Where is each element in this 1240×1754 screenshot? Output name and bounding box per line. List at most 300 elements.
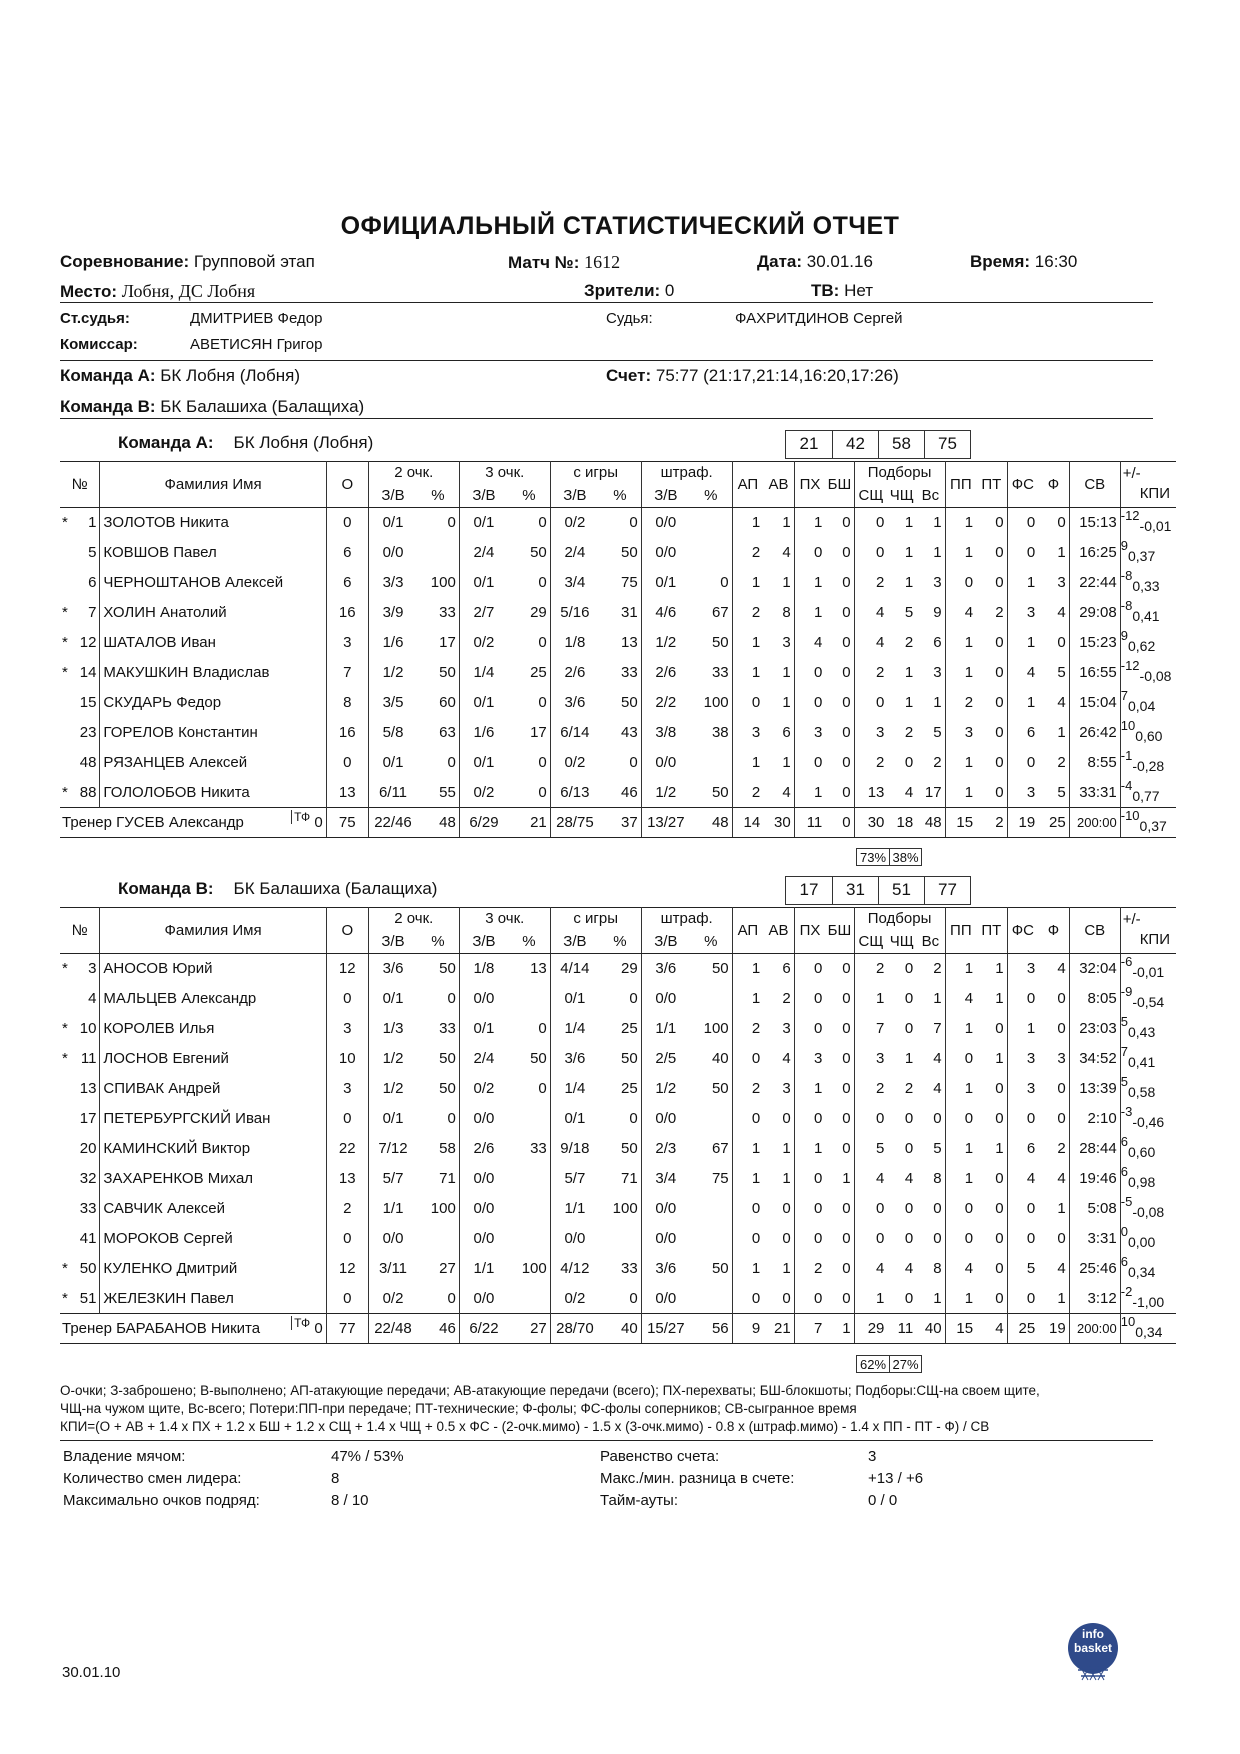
player-number: 6 <box>88 574 97 591</box>
three-pct: 21 <box>508 808 550 838</box>
off-rebounds: 1 <box>904 544 914 561</box>
quarter-score: 51 <box>878 877 924 904</box>
player-name: ПЕТЕРБУРГСКИЙ Иван <box>100 1104 326 1134</box>
fouls: 0 <box>1038 1224 1069 1254</box>
score-row <box>606 366 899 386</box>
player-name: ЧЕРНОШТАНОВ Алексей <box>100 568 326 598</box>
efficiency: 0,37 <box>1127 548 1156 564</box>
player-name: ХОЛИН Анатолий <box>100 598 326 628</box>
total-rebounds: 17 <box>916 778 945 808</box>
fg-made-att: 0/2 <box>564 1289 586 1307</box>
player-number: 32 <box>79 1170 97 1187</box>
col-header-blk: БШ <box>825 908 854 954</box>
minutes: 8:05 <box>1069 984 1120 1014</box>
assists-all: 3 <box>763 1014 794 1044</box>
player-name: РЯЗАНЦЕВ Алексей <box>100 748 326 778</box>
team-b-quarter-scores <box>785 876 971 905</box>
steals: 0 <box>813 1289 823 1307</box>
col-header-pm: +/- <box>1122 910 1141 928</box>
turnovers-pass: 1 <box>964 1080 974 1097</box>
three-made-att: 0/2 <box>473 783 495 801</box>
blocks: 0 <box>825 718 854 748</box>
fouls-drawn: 1 <box>1026 574 1036 591</box>
fg-made-att: 2/4 <box>564 544 586 561</box>
two-pct: 0 <box>417 1104 459 1134</box>
plus-minus: 0 <box>1120 1224 1128 1239</box>
fouls-drawn: 0 <box>1026 990 1036 1007</box>
efficiency: 0,00 <box>1127 1234 1156 1250</box>
player-number: 88 <box>79 783 97 801</box>
col-header-dreb: СЩ <box>854 484 887 508</box>
player-points: 7 <box>326 658 368 688</box>
player-name: КОРОЛЕВ Илья <box>100 1014 326 1044</box>
off-rebounds: 0 <box>904 960 914 978</box>
minutes: 34:52 <box>1069 1044 1120 1074</box>
player-row <box>60 954 1176 984</box>
col-header-made-att: З/В <box>550 930 599 954</box>
fouls: 0 <box>1038 1074 1069 1104</box>
player-name: ШАТАЛОВ Иван <box>100 628 326 658</box>
three-made-att: 0/0 <box>473 1289 495 1307</box>
total-rebounds: 1 <box>916 984 945 1014</box>
fg-made-att: 3/6 <box>564 1050 586 1067</box>
three-pct <box>508 1194 550 1224</box>
col-header-pct: % <box>417 930 459 954</box>
steals: 0 <box>813 754 823 771</box>
plus-minus-efficiency <box>1120 1134 1176 1164</box>
player-number-cell <box>60 1224 100 1254</box>
ft-made-att: 2/6 <box>655 664 677 681</box>
spectators-value: 0 <box>664 281 675 300</box>
player-row <box>60 1284 1176 1314</box>
quarter-score: 21 <box>799 434 819 453</box>
col-header-oreb: ЧЩ <box>887 930 916 954</box>
fg-pct: 0 <box>599 508 641 538</box>
turnovers-pass: 0 <box>964 1050 974 1067</box>
ft-pct: 56 <box>690 1314 732 1344</box>
player-number: 5 <box>88 544 97 561</box>
col-header-eff: КПИ <box>1139 930 1170 948</box>
minutes: 2:10 <box>1069 1104 1120 1134</box>
three-pct: 27 <box>508 1314 550 1344</box>
ft-made-att: 3/8 <box>655 724 677 741</box>
ft-made-att: 1/2 <box>655 1080 677 1097</box>
col-header-to-tech: ПТ <box>976 908 1007 954</box>
col-header-name: Фамилия Имя <box>100 462 326 508</box>
player-number-cell <box>60 598 100 628</box>
plus-minus-efficiency <box>1120 628 1176 658</box>
plus-minus: -6 <box>1120 954 1133 970</box>
turnovers-tech: 0 <box>976 1014 1007 1044</box>
three-pct: 100 <box>508 1254 550 1284</box>
plus-minus: 10 <box>1120 1314 1136 1329</box>
col-header-pct: % <box>690 930 732 954</box>
player-number: 10 <box>79 1020 97 1037</box>
col-header-pf: Ф <box>1038 462 1069 508</box>
two-pct <box>417 538 459 568</box>
tech-fouls: 0 <box>314 1320 323 1337</box>
blocks: 0 <box>825 1194 854 1224</box>
fg-pct: 0 <box>599 984 641 1014</box>
col-header-pm-eff <box>1120 908 1176 954</box>
minutes: 15:04 <box>1069 688 1120 718</box>
ft-pct <box>690 508 732 538</box>
fouls-drawn: 1 <box>1026 634 1036 651</box>
fouls-drawn: 5 <box>1026 1260 1036 1277</box>
plus-minus-efficiency <box>1120 1224 1176 1254</box>
ft-pct <box>690 1104 732 1134</box>
def-rebounds: 3 <box>876 1050 885 1067</box>
time-value: 16:30 <box>1034 252 1078 271</box>
three-pct: 0 <box>508 1074 550 1104</box>
player-number-cell <box>60 718 100 748</box>
timeouts-label: Тайм-ауты: <box>600 1492 679 1509</box>
minutes: 16:55 <box>1069 658 1120 688</box>
turnovers-pass: 1 <box>964 634 974 651</box>
two-pct: 50 <box>417 954 459 984</box>
player-row <box>60 688 1176 718</box>
team-b-section-title <box>118 879 437 899</box>
assists-all: 1 <box>763 1254 794 1284</box>
chief-ref-value: ДМИТРИЕВ Федор <box>190 310 323 327</box>
fouls: 4 <box>1038 688 1069 718</box>
two-made-att: 1/2 <box>382 1050 404 1067</box>
plus-minus-efficiency <box>1120 954 1176 984</box>
col-header-ft: штраф. <box>641 908 732 930</box>
max-diff-value: +13 / +6 <box>868 1470 924 1487</box>
assists: 1 <box>751 1140 761 1157</box>
col-header-made-att: З/В <box>459 930 508 954</box>
total-rebounds: 6 <box>916 628 945 658</box>
ft-pct: 33 <box>690 658 732 688</box>
tech-fouls-label: ТФ <box>291 810 310 824</box>
quarter-score: 17 <box>799 880 819 899</box>
two-made-att: 0/1 <box>382 754 404 771</box>
player-number: 13 <box>79 1080 97 1097</box>
starter-mark: * <box>62 1050 68 1067</box>
date-row <box>757 252 873 272</box>
efficiency: 0,58 <box>1127 1084 1156 1100</box>
col-header-two: 2 очк. <box>368 462 459 484</box>
quarter-score: 75 <box>924 431 970 458</box>
team-a-section-label: Команда А: <box>118 433 214 452</box>
turnovers-tech: 0 <box>976 1074 1007 1104</box>
steals: 0 <box>813 694 823 711</box>
turnovers-pass: 1 <box>964 1289 974 1307</box>
blocks: 0 <box>825 1224 854 1254</box>
two-pct: 17 <box>417 628 459 658</box>
tv-row <box>811 281 873 301</box>
fouls-drawn: 0 <box>1026 1289 1036 1307</box>
minutes: 28:44 <box>1069 1134 1120 1164</box>
player-row <box>60 984 1176 1014</box>
fouls-drawn: 4 <box>1026 664 1036 681</box>
two-made-att: 0/1 <box>382 514 404 532</box>
col-header-treb: Вс <box>916 484 945 508</box>
player-points: 6 <box>326 538 368 568</box>
three-pct: 0 <box>508 1014 550 1044</box>
ft-pct: 0 <box>690 568 732 598</box>
fouls: 19 <box>1038 1314 1069 1344</box>
team-b-value: БК Балашиха (Балащиха) <box>160 397 365 416</box>
def-rebounds: 1 <box>876 1289 885 1307</box>
two-made-att: 7/12 <box>378 1140 408 1157</box>
player-points: 12 <box>326 1254 368 1284</box>
col-header-three: 3 очк. <box>459 908 550 930</box>
total-rebounds: 3 <box>916 658 945 688</box>
turnovers-tech: 0 <box>976 1224 1007 1254</box>
turnovers-pass: 1 <box>964 960 974 978</box>
legend <box>60 1382 1040 1436</box>
max-run-label: Максимально очков подряд: <box>63 1492 260 1509</box>
two-made-att: 6/11 <box>378 783 408 801</box>
three-pct: 0 <box>508 508 550 538</box>
fg-pct: 25 <box>599 1014 641 1044</box>
blocks: 0 <box>825 1104 854 1134</box>
spectators-row <box>584 281 674 301</box>
efficiency: 0,62 <box>1127 638 1156 654</box>
assists: 0 <box>751 1110 761 1127</box>
fg-pct: 33 <box>599 658 641 688</box>
blocks: 0 <box>825 1074 854 1104</box>
assists-all: 4 <box>763 538 794 568</box>
off-rebounds: 1 <box>904 1050 914 1067</box>
svg-text:info: info <box>1082 1627 1104 1641</box>
def-rebounds: 4 <box>876 1170 885 1187</box>
three-made-att: 2/4 <box>473 544 495 561</box>
oreb-pct: 38% <box>889 849 921 865</box>
team-b-section-label: Команда В: <box>118 879 214 898</box>
player-points: 0 <box>326 748 368 778</box>
minutes: 22:44 <box>1069 568 1120 598</box>
three-made-att: 0/0 <box>473 1230 495 1247</box>
three-pct <box>508 1104 550 1134</box>
steals: 3 <box>813 1050 823 1067</box>
minutes: 3:12 <box>1069 1284 1120 1314</box>
player-number-cell <box>60 688 100 718</box>
ft-pct: 100 <box>690 1014 732 1044</box>
three-pct: 17 <box>508 718 550 748</box>
two-pct: 0 <box>417 1284 459 1314</box>
three-pct: 25 <box>508 658 550 688</box>
max-run-value: 8 / 10 <box>331 1492 369 1509</box>
place-label: Место: <box>60 282 117 301</box>
fg-made-att: 6/13 <box>560 783 590 801</box>
plus-minus: 10 <box>1120 718 1136 733</box>
assists: 1 <box>751 634 761 651</box>
col-header-made-att: З/В <box>368 930 417 954</box>
two-made-att: 5/8 <box>382 724 404 741</box>
turnovers-tech: 1 <box>976 954 1007 984</box>
starter-mark: * <box>62 1020 68 1037</box>
divider <box>60 360 1153 361</box>
steals: 1 <box>813 514 823 532</box>
tv-label: ТВ: <box>811 281 840 300</box>
ft-made-att: 3/4 <box>655 1170 677 1187</box>
dreb-pct: 73% <box>859 850 887 865</box>
player-number-cell <box>60 1134 100 1164</box>
steals: 0 <box>813 990 823 1007</box>
col-header-pct: % <box>599 484 641 508</box>
fouls-drawn: 0 <box>1026 1110 1036 1127</box>
col-header-pct: % <box>690 484 732 508</box>
team-b-row <box>60 397 364 417</box>
player-points: 8 <box>326 688 368 718</box>
fouls-drawn: 19 <box>1007 808 1038 838</box>
turnovers-tech: 2 <box>976 598 1007 628</box>
turnovers-tech: 0 <box>976 1164 1007 1194</box>
blocks: 1 <box>825 1164 854 1194</box>
def-rebounds: 2 <box>876 574 885 591</box>
ft-made-att: 3/6 <box>655 1260 677 1277</box>
player-row <box>60 718 1176 748</box>
ft-pct: 50 <box>690 1074 732 1104</box>
assists: 0 <box>751 1050 761 1067</box>
col-header-made-att: З/В <box>641 930 690 954</box>
off-rebounds: 0 <box>904 1110 914 1127</box>
fg-made-att: 3/6 <box>564 694 586 711</box>
off-rebounds: 2 <box>904 634 914 651</box>
ft-made-att: 0/0 <box>655 990 677 1007</box>
minutes: 19:46 <box>1069 1164 1120 1194</box>
col-header-fg: с игры <box>550 462 641 484</box>
player-number-cell <box>60 1254 100 1284</box>
two-made-att: 3/9 <box>382 604 404 621</box>
efficiency: -1,00 <box>1132 1293 1165 1310</box>
fouls: 3 <box>1038 1044 1069 1074</box>
ft-pct <box>690 1284 732 1314</box>
two-made-att: 0/0 <box>382 544 404 561</box>
off-rebounds: 0 <box>904 1200 914 1217</box>
fouls: 0 <box>1038 1104 1069 1134</box>
ref-label: Судья: <box>606 310 653 327</box>
plus-minus: -2 <box>1120 1283 1133 1299</box>
blocks: 0 <box>825 1284 854 1314</box>
assists: 1 <box>751 1170 761 1187</box>
two-pct: 50 <box>417 1044 459 1074</box>
turnovers-tech: 0 <box>976 688 1007 718</box>
total-rebounds: 2 <box>916 748 945 778</box>
player-row <box>60 1164 1176 1194</box>
team-total-row <box>60 1314 1176 1344</box>
plus-minus-efficiency <box>1120 1254 1176 1284</box>
player-row <box>60 778 1176 808</box>
player-row <box>60 1194 1176 1224</box>
three-pct: 0 <box>508 688 550 718</box>
team-a-section-title <box>118 433 373 453</box>
player-number: 50 <box>79 1260 97 1277</box>
steals: 0 <box>813 960 823 978</box>
total-rebounds: 0 <box>916 1224 945 1254</box>
turnovers-tech: 1 <box>976 984 1007 1014</box>
lead-changes-label: Количество смен лидера: <box>63 1470 242 1487</box>
col-header-blk: БШ <box>825 462 854 508</box>
three-made-att: 6/22 <box>459 1314 508 1344</box>
fg-made-att: 1/4 <box>564 1080 586 1097</box>
turnovers-tech: 0 <box>976 778 1007 808</box>
plus-minus-efficiency <box>1120 1014 1176 1044</box>
player-number: 41 <box>79 1230 97 1247</box>
plus-minus: -10 <box>1120 808 1140 823</box>
assists-all: 1 <box>763 1164 794 1194</box>
ft-pct <box>690 1224 732 1254</box>
plus-minus-efficiency <box>1120 1074 1176 1104</box>
plus-minus: -4 <box>1120 777 1133 793</box>
player-number: 20 <box>79 1140 97 1157</box>
three-pct <box>508 1164 550 1194</box>
plus-minus: 9 <box>1120 538 1128 553</box>
ft-made-att: 0/0 <box>655 1289 677 1307</box>
turnovers-pass: 2 <box>964 694 974 711</box>
fouls: 25 <box>1038 808 1069 838</box>
def-rebounds: 5 <box>876 1140 885 1157</box>
minutes: 15:23 <box>1069 628 1120 658</box>
assists: 0 <box>751 694 761 711</box>
ft-made-att: 2/5 <box>655 1050 677 1067</box>
ft-pct <box>690 538 732 568</box>
plus-minus-efficiency <box>1120 1164 1176 1194</box>
assists-all: 8 <box>763 598 794 628</box>
assists: 9 <box>732 1314 763 1344</box>
team-b-label: Команда В: <box>60 397 156 416</box>
team-a-label: Команда А: <box>60 366 156 385</box>
player-row <box>60 1104 1176 1134</box>
player-name: ЛОСНОВ Евгений <box>100 1044 326 1074</box>
fouls: 0 <box>1038 984 1069 1014</box>
col-header-ast-all: АВ <box>763 462 794 508</box>
assists: 14 <box>732 808 763 838</box>
off-rebounds: 1 <box>904 664 914 681</box>
efficiency: 0,37 <box>1139 818 1167 834</box>
turnovers-tech: 0 <box>976 658 1007 688</box>
blocks: 0 <box>825 598 854 628</box>
def-rebounds: 0 <box>876 544 885 561</box>
blocks: 0 <box>825 1254 854 1284</box>
quarter-score: 42 <box>832 431 878 458</box>
col-header-pm: +/- <box>1122 464 1141 482</box>
ft-made-att: 4/6 <box>655 604 677 621</box>
def-rebounds: 3 <box>876 724 885 741</box>
assists-all: 1 <box>763 658 794 688</box>
tech-fouls-label: ТФ <box>291 1316 310 1330</box>
total-rebounds: 5 <box>916 718 945 748</box>
two-made-att: 1/6 <box>382 634 404 651</box>
turnovers-pass: 0 <box>964 574 974 591</box>
two-pct: 58 <box>417 1134 459 1164</box>
col-header-no: № <box>60 462 100 508</box>
coach-label: Тренер <box>62 814 112 831</box>
col-header-pf: Ф <box>1038 908 1069 954</box>
svg-text:basket: basket <box>1073 1641 1113 1655</box>
def-rebounds: 7 <box>876 1020 885 1037</box>
ft-pct <box>690 984 732 1014</box>
two-pct: 50 <box>417 658 459 688</box>
player-name: ЗАХАРЕНКОВ Михал <box>100 1164 326 1194</box>
off-rebounds: 2 <box>904 724 914 741</box>
col-header-fd: ФС <box>1007 908 1038 954</box>
two-pct: 27 <box>417 1254 459 1284</box>
plus-minus-efficiency <box>1120 984 1176 1014</box>
col-header-stl: ПХ <box>794 908 825 954</box>
assists-all: 30 <box>763 808 794 838</box>
plus-minus-efficiency <box>1120 598 1176 628</box>
player-number-cell <box>60 1164 100 1194</box>
assists-all: 1 <box>763 748 794 778</box>
fouls: 3 <box>1038 568 1069 598</box>
fg-made-att: 2/6 <box>564 664 586 681</box>
assists-all: 1 <box>763 508 794 538</box>
two-made-att: 3/6 <box>382 960 404 978</box>
